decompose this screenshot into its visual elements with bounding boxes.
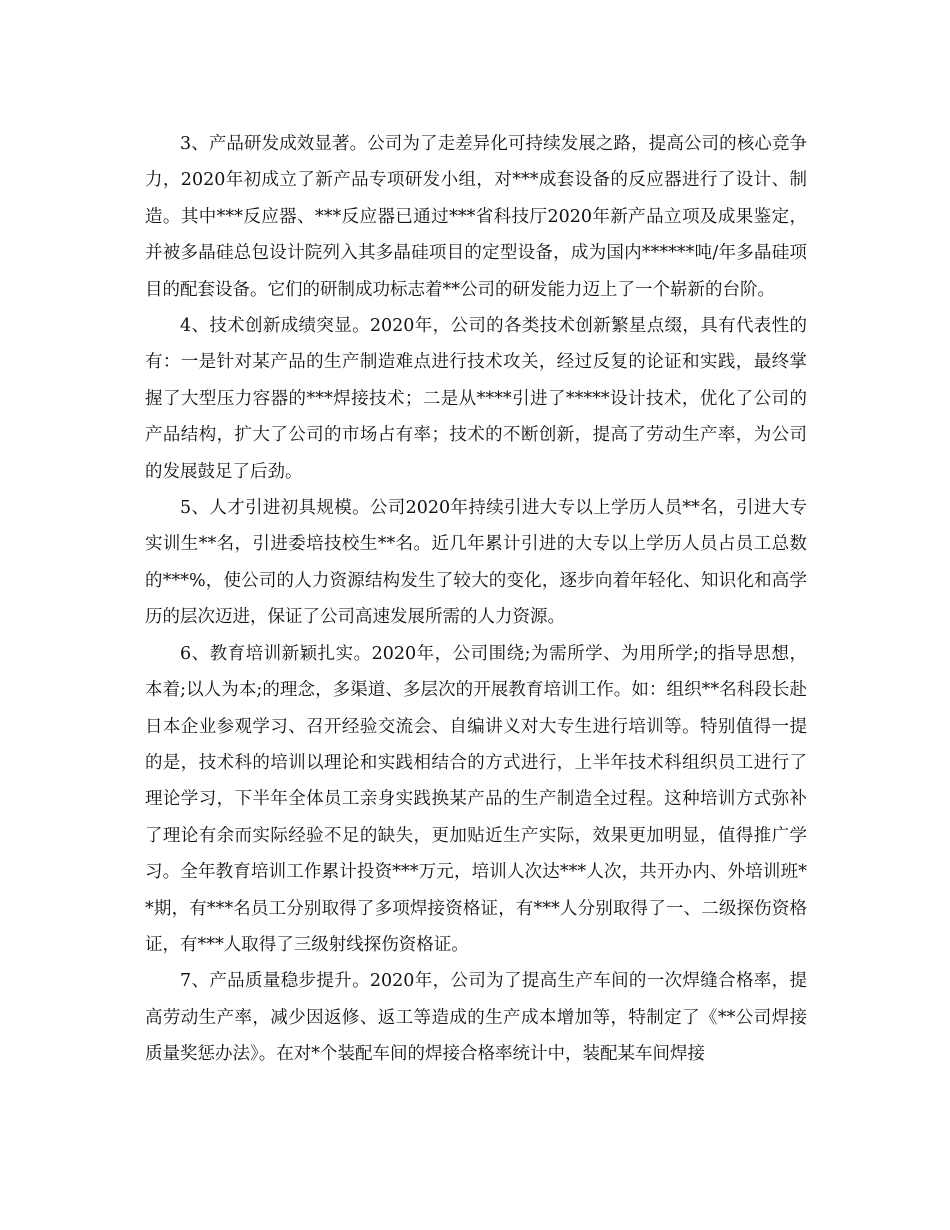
paragraph-rd-achievements: 3、产品研发成效显著。公司为了走差异化可持续发展之路，提高公司的核心竞争力，2020年初成立了新产品专项研发小组，对***成套设备的反应器进行了设计、制造。其中***反应器、***反应器已通过***省科技厅2020年新产品立项及成果鉴定，并被多晶硅总包设计院列入其多晶硅项目的定型设备，成为国内******吨/年多晶硅项目的配套设备。它们的研制成功标志着**公司的研发能力迈上了一个崭新的台阶。 [145,134,807,300]
document-body [145,126,807,1073]
paragraph-tech-innovation: 4、技术创新成绩突显。2020年，公司的各类技术创新繁星点缀，具有代表性的有：一是针对某产品的生产制造难点进行技术攻关，经过反复的论证和实践，最终掌握了大型压力容器的***焊接技术；二是从****引进了*****设计技术，优化了公司的产品结构，扩大了公司的市场占有率；技术的不断创新，提高了劳动生产率，为公司的发展鼓足了后劲。 [145,316,807,482]
paragraph-product-quality: 7、产品质量稳步提升。2020年，公司为了提高生产车间的一次焊缝合格率，提高劳动生产率，减少因返修、返工等造成的生产成本增加等，特制定了《**公司焊接质量奖惩办法》。在对*个装配车间的焊接合格率统计中，装配某车间焊接 [145,971,807,1065]
paragraph-education-training: 6、教育培训新颖扎实。2020年，公司围绕;为需所学、为用所学;的指导思想，本着;以人为本;的理念，多渠道、多层次的开展教育培训工作。如：组织**名科段长赴日本企业参观学习、召开经验交流会、自编讲义对大专生进行培训等。特别值得一提的是，技术科的培训以理论和实践相结合的方式进行，上半年技术科组织员工进行了理论学习，下半年全体员工亲身实践换某产品的生产制造全过程。这种培训方式弥补了理论有余而实际经验不足的缺失，更加贴近生产实际，效果更加明显，值得推广学习。全年教育培训工作累计投资***万元，培训人次达***人次，共开办内、外培训班**期，有***名员工分别取得了多项焊接资格证，有***人分别取得了一、二级探伤资格证，有***人取得了三级射线探伤资格证。 [145,643,807,955]
paragraph-talent-recruitment: 5、人才引进初具规模。公司2020年持续引进大专以上学历人员**名，引进大专实训生**名，引进委培技校生**名。近几年累计引进的大专以上学历人员占员工总数的***%，使公司的人力资源结构发生了较大的变化，逐步向着年轻化、知识化和高学历的层次迈进，保证了公司高速发展所需的人力资源。 [145,498,807,628]
